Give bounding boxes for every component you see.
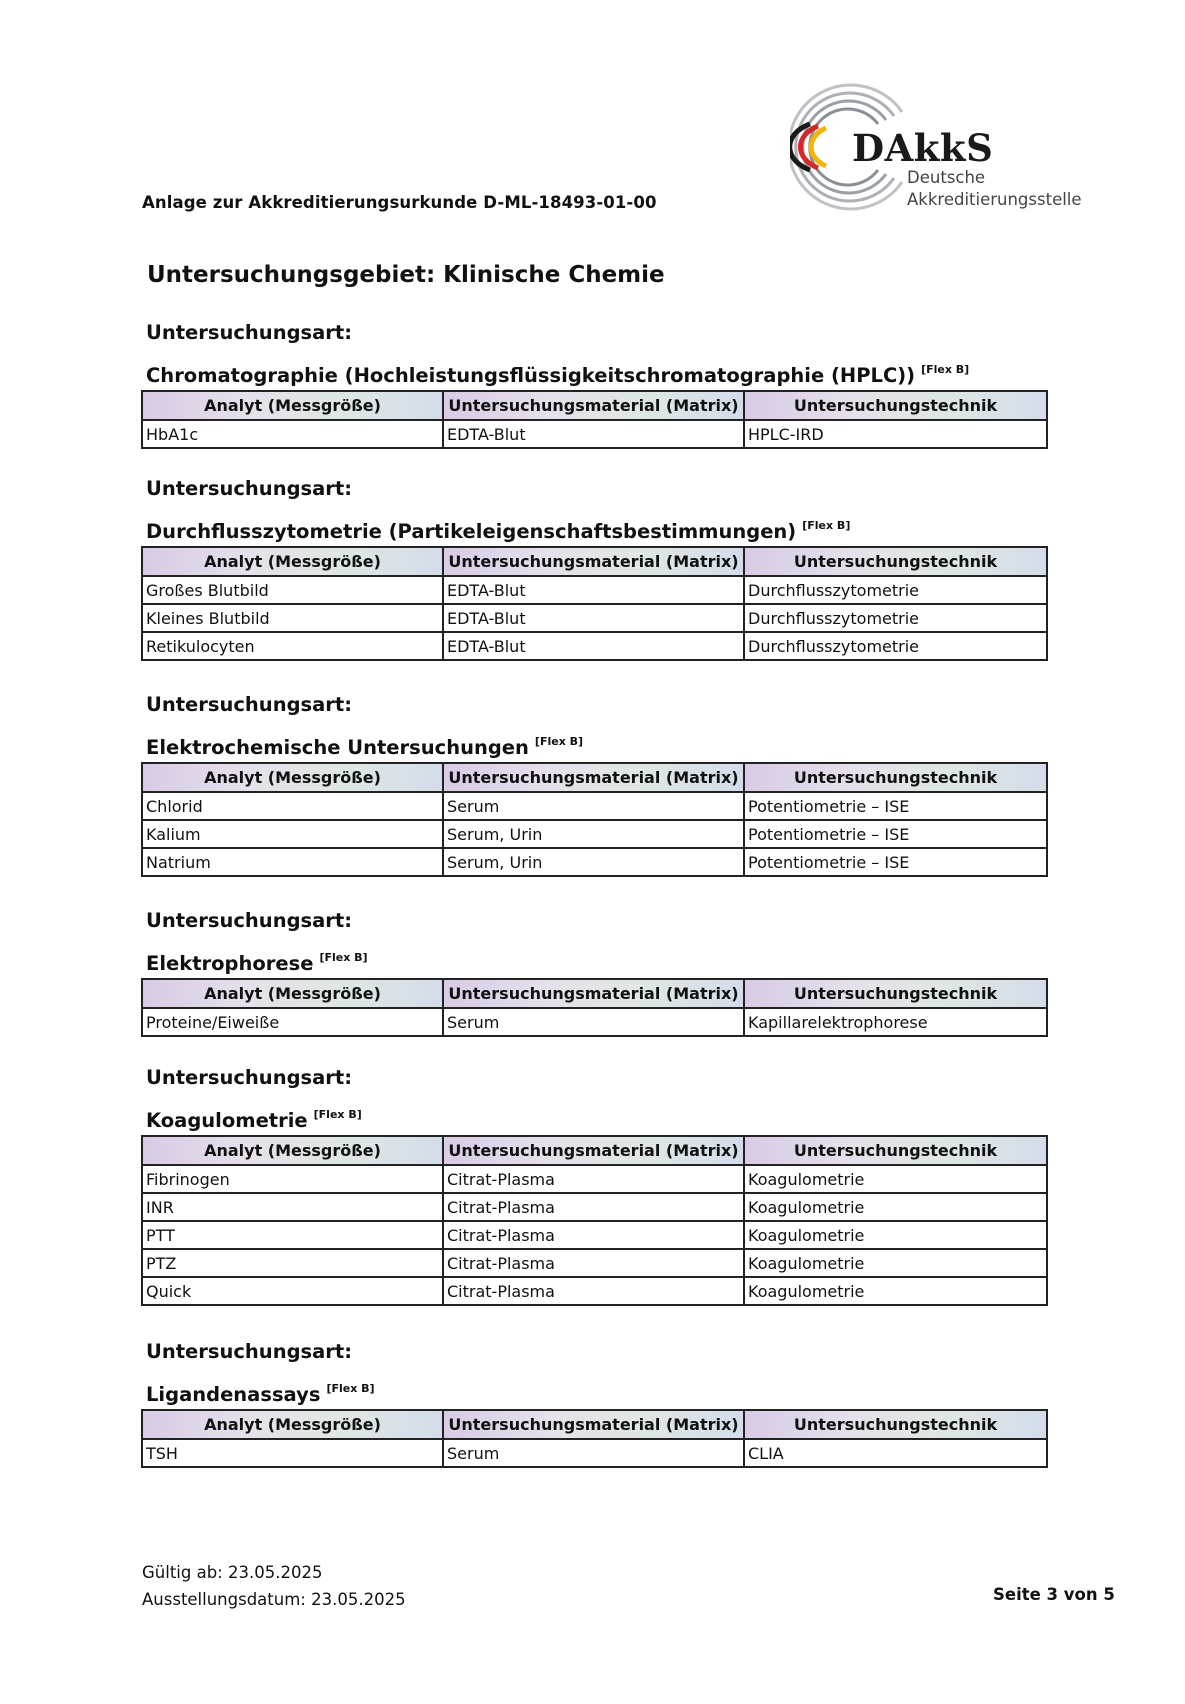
cell-analyte: Fibrinogen — [142, 1165, 443, 1193]
cell-matrix: Citrat-Plasma — [443, 1221, 744, 1249]
section-label: Untersuchungsart: — [146, 693, 353, 716]
section-label: Untersuchungsart: — [146, 1340, 353, 1363]
cell-technique: HPLC-IRD — [744, 420, 1047, 448]
logo-wordmark: DAkkS — [852, 126, 994, 170]
flex-scope-marker: [Flex B] — [534, 735, 584, 748]
section-5 — [141, 1065, 1046, 1306]
cell-technique: Potentiometrie – ISE — [744, 848, 1047, 876]
header-matrix: Untersuchungsmaterial (Matrix) — [443, 1136, 744, 1165]
flex-scope-marker: [Flex B] — [802, 519, 851, 532]
cell-analyte: INR — [142, 1193, 443, 1221]
cell-analyte: Kleines Blutbild — [142, 604, 443, 632]
flex-scope-marker: [Flex B] — [319, 951, 368, 964]
logo-subtitle-line1: Deutsche — [907, 168, 986, 187]
table-row — [142, 1221, 1047, 1249]
section-name — [146, 1374, 1046, 1404]
section-name — [146, 511, 1046, 541]
table-header-row — [142, 1136, 1047, 1165]
table-row — [142, 792, 1047, 820]
table-row — [142, 1277, 1047, 1305]
cell-matrix: EDTA-Blut — [443, 632, 744, 660]
header-technique: Untersuchungstechnik — [744, 391, 1047, 420]
table-row — [142, 1249, 1047, 1277]
header-matrix: Untersuchungsmaterial (Matrix) — [443, 763, 744, 792]
cell-technique: Kapillarelektrophorese — [744, 1008, 1047, 1036]
header-technique: Untersuchungstechnik — [744, 547, 1047, 576]
cell-matrix: Serum — [443, 792, 744, 820]
cell-analyte: Natrium — [142, 848, 443, 876]
cell-technique: Koagulometrie — [744, 1249, 1047, 1277]
flex-scope-marker: [Flex B] — [921, 363, 970, 376]
document-reference: Anlage zur Akkreditierungsurkunde D-ML-18493-01-00 — [142, 193, 657, 212]
table-row — [142, 820, 1047, 848]
section-name-text: Elektrochemische Untersuchungen — [146, 736, 529, 759]
section-name — [146, 943, 1046, 973]
footer-issue-date: Ausstellungsdatum: 23.05.2025 — [142, 1590, 406, 1609]
table-row — [142, 1193, 1047, 1221]
header-analyte: Analyt (Messgröße) — [142, 763, 443, 792]
table-row — [142, 1439, 1047, 1467]
cell-technique: Koagulometrie — [744, 1165, 1047, 1193]
analyte-table — [141, 546, 1048, 661]
header-analyte: Analyt (Messgröße) — [142, 547, 443, 576]
cell-technique: CLIA — [744, 1439, 1047, 1467]
cell-matrix: Citrat-Plasma — [443, 1249, 744, 1277]
cell-analyte: Retikulocyten — [142, 632, 443, 660]
section-name-text: Elektrophorese — [146, 952, 314, 975]
section-1 — [141, 320, 1046, 449]
section-name-text: Chromatographie (Hochleistungsflüssigkeitschromatographie (HPLC)) — [146, 364, 916, 387]
dakks-logo — [790, 82, 1090, 222]
section-name — [146, 355, 1046, 385]
section-label: Untersuchungsart: — [146, 1066, 353, 1089]
header-analyte: Analyt (Messgröße) — [142, 979, 443, 1008]
table-row — [142, 632, 1047, 660]
cell-analyte: Chlorid — [142, 792, 443, 820]
header-analyte: Analyt (Messgröße) — [142, 1136, 443, 1165]
table-row — [142, 576, 1047, 604]
section-name — [146, 727, 1046, 757]
header-matrix: Untersuchungsmaterial (Matrix) — [443, 547, 744, 576]
cell-matrix: Serum, Urin — [443, 848, 744, 876]
section-label: Untersuchungsart: — [146, 321, 353, 344]
table-header-row — [142, 763, 1047, 792]
header-matrix: Untersuchungsmaterial (Matrix) — [443, 391, 744, 420]
cell-analyte: Proteine/Eiweiße — [142, 1008, 443, 1036]
cell-matrix: Serum — [443, 1439, 744, 1467]
page-title: Untersuchungsgebiet: Klinische Chemie — [147, 262, 665, 288]
analyte-table — [141, 762, 1048, 877]
cell-matrix: EDTA-Blut — [443, 420, 744, 448]
header-matrix: Untersuchungsmaterial (Matrix) — [443, 1410, 744, 1439]
table-row — [142, 848, 1047, 876]
cell-technique: Potentiometrie – ISE — [744, 820, 1047, 848]
section-3 — [141, 692, 1046, 877]
header-matrix: Untersuchungsmaterial (Matrix) — [443, 979, 744, 1008]
section-label: Untersuchungsart: — [146, 909, 353, 932]
cell-analyte: PTT — [142, 1221, 443, 1249]
header-technique: Untersuchungstechnik — [744, 1136, 1047, 1165]
header-analyte: Analyt (Messgröße) — [142, 1410, 443, 1439]
section-name — [146, 1100, 1046, 1130]
analyte-table — [141, 390, 1048, 449]
cell-technique: Koagulometrie — [744, 1193, 1047, 1221]
cell-technique: Koagulometrie — [744, 1277, 1047, 1305]
cell-matrix: Serum — [443, 1008, 744, 1036]
cell-matrix: Citrat-Plasma — [443, 1165, 744, 1193]
analyte-table — [141, 1135, 1048, 1306]
cell-analyte: Quick — [142, 1277, 443, 1305]
section-name-text: Koagulometrie — [146, 1109, 308, 1132]
table-header-row — [142, 391, 1047, 420]
analyte-table — [141, 1409, 1048, 1468]
cell-technique: Durchflusszytometrie — [744, 576, 1047, 604]
cell-matrix: Citrat-Plasma — [443, 1277, 744, 1305]
footer-valid-from: Gültig ab: 23.05.2025 — [142, 1563, 323, 1582]
table-row — [142, 420, 1047, 448]
analyte-table — [141, 978, 1048, 1037]
logo-subtitle-line2: Akkreditierungsstelle — [907, 190, 1082, 209]
section-2 — [141, 476, 1046, 661]
cell-analyte: Kalium — [142, 820, 443, 848]
section-6 — [141, 1339, 1046, 1468]
table-row — [142, 604, 1047, 632]
header-technique: Untersuchungstechnik — [744, 979, 1047, 1008]
section-4 — [141, 908, 1046, 1037]
cell-technique: Potentiometrie – ISE — [744, 792, 1047, 820]
header-analyte: Analyt (Messgröße) — [142, 391, 443, 420]
table-header-row — [142, 1410, 1047, 1439]
cell-analyte: Großes Blutbild — [142, 576, 443, 604]
section-name-text: Ligandenassays — [146, 1383, 321, 1406]
cell-technique: Durchflusszytometrie — [744, 604, 1047, 632]
cell-matrix: EDTA-Blut — [443, 604, 744, 632]
section-name-text: Durchflusszytometrie (Partikeleigenschaftsbestimmungen) — [146, 520, 797, 543]
flex-scope-marker: [Flex B] — [313, 1108, 362, 1121]
cell-matrix: EDTA-Blut — [443, 576, 744, 604]
table-header-row — [142, 547, 1047, 576]
cell-matrix: Serum, Urin — [443, 820, 744, 848]
table-header-row — [142, 979, 1047, 1008]
header-technique: Untersuchungstechnik — [744, 763, 1047, 792]
cell-technique: Durchflusszytometrie — [744, 632, 1047, 660]
cell-analyte: TSH — [142, 1439, 443, 1467]
cell-matrix: Citrat-Plasma — [443, 1193, 744, 1221]
section-label: Untersuchungsart: — [146, 477, 353, 500]
cell-analyte: PTZ — [142, 1249, 443, 1277]
cell-technique: Koagulometrie — [744, 1221, 1047, 1249]
header-technique: Untersuchungstechnik — [744, 1410, 1047, 1439]
table-row — [142, 1008, 1047, 1036]
cell-analyte: HbA1c — [142, 420, 443, 448]
footer-page-number: Seite 3 von 5 — [993, 1585, 1115, 1604]
table-row — [142, 1165, 1047, 1193]
flex-scope-marker: [Flex B] — [326, 1382, 375, 1395]
